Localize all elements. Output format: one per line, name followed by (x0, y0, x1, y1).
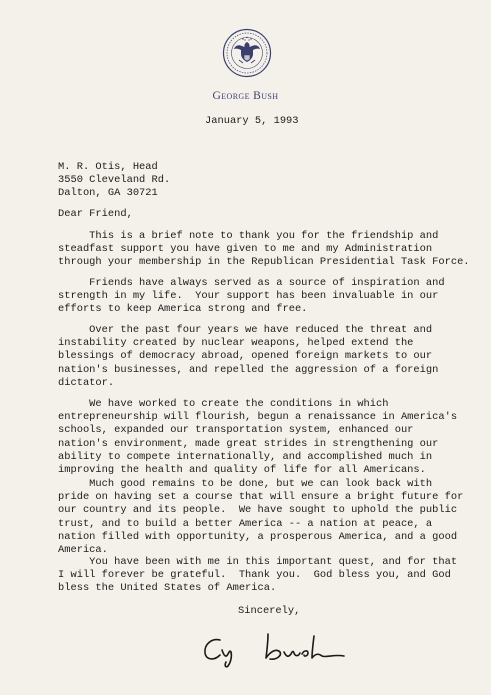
paragraph-line: steadfast support you have given to me and my Administration (58, 243, 433, 256)
paragraph-line: nation's businesses, and repelled the aggression of a foreign (58, 363, 439, 376)
address-line: 3550 Cleveland Rd. (58, 174, 171, 187)
paragraph-line: Friends have always served as a source of inspiration and (58, 277, 445, 289)
paragraph-line: America. (58, 543, 108, 556)
paragraph-line: nation's environment, made great strides in strengthening our (58, 437, 439, 450)
paragraph-line: entrepreneurship will flourish, begun a renaissance in America's (58, 411, 458, 424)
body-paragraph (58, 324, 458, 390)
paragraph-line: I will forever be grateful. Thank you. God bless you, and God (58, 569, 451, 582)
paragraph-line: This is a brief note to thank you for the friendship and (58, 230, 439, 242)
salutation: Dear Friend, (58, 208, 133, 220)
paragraph-line: trust, and to build a better America -- a nation at peace, a (58, 517, 433, 530)
paragraph-line: through your membership in the Republican Presidential Task Force. (58, 256, 470, 269)
paragraph-line: We have worked to create the conditions in which (58, 398, 389, 410)
recipient-address (58, 161, 170, 201)
paragraph-line: Over the past four years we have reduced the threat and (58, 324, 433, 336)
paragraph-line: improving the health and quality of life for all Americans. (58, 463, 426, 476)
paragraph-line: nation filled with opportunity, a prosperous America, and a good (58, 530, 458, 543)
address-line: M. R. Otis, Head (58, 161, 158, 173)
paragraph-line: our country and its people. We have sought to uphold the public (58, 504, 458, 517)
paragraph-line: You have been with me in this important quest, and for that (58, 556, 458, 568)
body-paragraph (58, 398, 458, 477)
body-paragraph (58, 556, 458, 596)
handwritten-signature (196, 628, 356, 672)
paragraph-line: dictator. (58, 376, 115, 389)
paragraph-line: bless the United States of America. (58, 582, 277, 595)
body-paragraph (58, 277, 458, 317)
paragraph-line: strength in my life. Your support has been invaluable in our (58, 290, 439, 303)
address-line: Dalton, GA 30721 (58, 187, 158, 200)
paragraph-line: pride on having set a course that will ensure a bright future for (58, 491, 464, 504)
paragraph-line: schools, expanded our transportation system, enhanced our (58, 424, 414, 437)
paragraph-line: blessings of democracy abroad, opened foreign markets to our (58, 350, 433, 363)
paragraph-line: instability created by nuclear weapons, helped extend the (58, 337, 414, 350)
paragraph-line: Much good remains to be done, but we can look back with (58, 478, 433, 490)
paragraph-line: efforts to keep America strong and free. (58, 303, 308, 316)
letterhead-name: George Bush (212, 90, 279, 102)
presidential-seal-icon (222, 28, 272, 78)
closing: Sincerely, (238, 605, 301, 617)
paragraph-line: ability to compete internationally, and accomplished much in (58, 450, 433, 463)
letter-date: January 5, 1993 (205, 115, 299, 127)
body-paragraph (58, 230, 470, 270)
body-paragraph (58, 478, 464, 557)
